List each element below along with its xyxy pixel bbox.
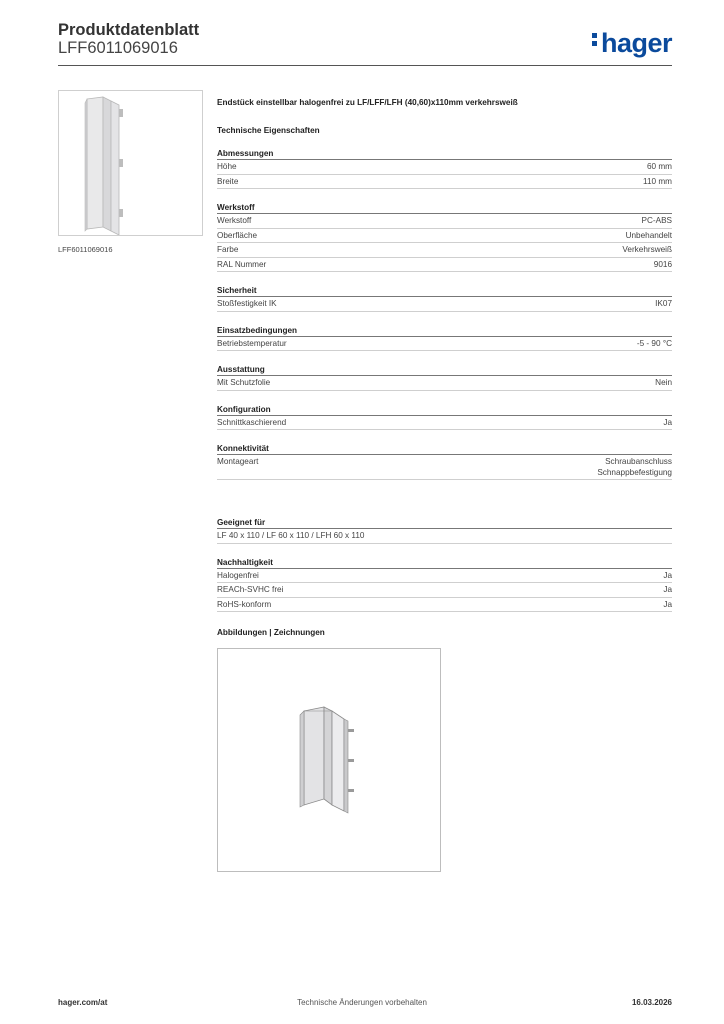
spec-label: REACh-SVHC frei <box>217 585 284 594</box>
group-dimensions <box>217 149 672 189</box>
group-title: Geeignet für <box>217 518 672 529</box>
suitable-for-value: LF 40 x 110 / LF 60 x 110 / LFH 60 x 110 <box>217 529 672 544</box>
tech-properties-title: Technische Eigenschaften <box>217 126 320 135</box>
spec-label: Halogenfrei <box>217 570 259 580</box>
spec-label: Oberfläche <box>217 230 258 240</box>
spec-label: Montageart <box>217 457 259 466</box>
end-cap-drawing-icon <box>218 649 440 871</box>
spec-value: Ja <box>663 585 672 594</box>
spec-value <box>597 457 672 478</box>
spec-value-line: Schnappbefestigung <box>597 467 672 477</box>
group-suitable-for <box>217 518 672 544</box>
spec-value: Ja <box>663 570 672 580</box>
group-title: Abmessungen <box>217 149 672 160</box>
spec-value: 110 mm <box>643 176 672 186</box>
spec-label: Höhe <box>217 162 237 171</box>
spec-row <box>217 455 672 480</box>
group-material <box>217 203 672 272</box>
article-number: LFF6011069016 <box>58 39 178 57</box>
spec-value: 60 mm <box>646 162 672 171</box>
spec-value: IK07 <box>655 299 672 308</box>
logo-dots-icon <box>592 30 598 49</box>
spec-row <box>217 175 672 190</box>
group-title: Werkstoff <box>217 203 672 214</box>
spec-section <box>217 98 672 612</box>
spec-label: Werkstoff <box>217 216 252 225</box>
spec-row <box>217 297 672 312</box>
footer-date: 16.03.2026 <box>631 998 672 1007</box>
spec-label: Betriebstemperatur <box>217 338 287 348</box>
spec-label: Breite <box>217 176 239 186</box>
spec-value-line: Schraubanschluss <box>605 457 672 466</box>
group-title: Konnektivität <box>217 444 672 455</box>
spec-row <box>217 243 672 258</box>
group-title: Konfiguration <box>217 405 672 416</box>
group-title: Nachhaltigkeit <box>217 558 672 569</box>
spec-row <box>217 583 672 598</box>
spec-row <box>217 416 672 431</box>
group-operating-conditions <box>217 326 672 352</box>
spec-label: RAL Nummer <box>217 259 267 269</box>
thumbnail-caption: LFF6011069016 <box>58 245 113 254</box>
spec-value: Nein <box>655 378 672 387</box>
spec-row <box>217 229 672 244</box>
product-thumbnail <box>58 90 203 236</box>
group-sustainability <box>217 558 672 613</box>
page-title: Produktdatenblatt <box>58 21 200 39</box>
spec-value: Ja <box>663 417 672 427</box>
group-connectivity <box>217 444 672 480</box>
spec-row <box>217 569 672 584</box>
spec-row <box>217 376 672 391</box>
end-cap-thumbnail-icon <box>59 91 202 235</box>
footer-notice: Technische Änderungen vorbehalten <box>297 998 427 1007</box>
group-configuration <box>217 405 672 431</box>
spec-row <box>217 337 672 352</box>
group-title: Ausstattung <box>217 365 672 376</box>
spec-row <box>217 160 672 175</box>
hager-logo <box>592 28 672 59</box>
logo-text: hager <box>600 28 672 58</box>
spec-label: Schnittkaschierend <box>217 417 287 427</box>
drawing-frame <box>217 648 441 872</box>
spec-value: 9016 <box>653 259 672 269</box>
spec-label: RoHS-konform <box>217 599 272 609</box>
spec-value: -5 - 90 °C <box>636 338 672 348</box>
spec-value: Ja <box>663 599 672 609</box>
drawings-title: Abbildungen | Zeichnungen <box>217 628 325 637</box>
spec-row <box>217 214 672 229</box>
spec-label: Stoßfestigkeit IK <box>217 299 277 308</box>
spec-label: Mit Schutzfolie <box>217 378 271 387</box>
group-equipment <box>217 365 672 391</box>
group-title: Einsatzbedingungen <box>217 326 672 337</box>
product-description: Endstück einstellbar halogenfrei zu LF/LFF/LFH (40,60)x110mm verkehrsweiß <box>217 98 518 107</box>
spec-value: Verkehrsweiß <box>622 245 672 254</box>
spec-row <box>217 598 672 613</box>
group-safety <box>217 286 672 312</box>
group-title: Sicherheit <box>217 286 672 297</box>
spec-value: PC-ABS <box>641 216 672 225</box>
footer-website[interactable]: hager.com/at <box>58 998 108 1007</box>
spec-label: Farbe <box>217 245 239 254</box>
spec-row <box>217 258 672 273</box>
header-divider <box>58 65 672 66</box>
spec-value: Unbehandelt <box>625 230 672 240</box>
